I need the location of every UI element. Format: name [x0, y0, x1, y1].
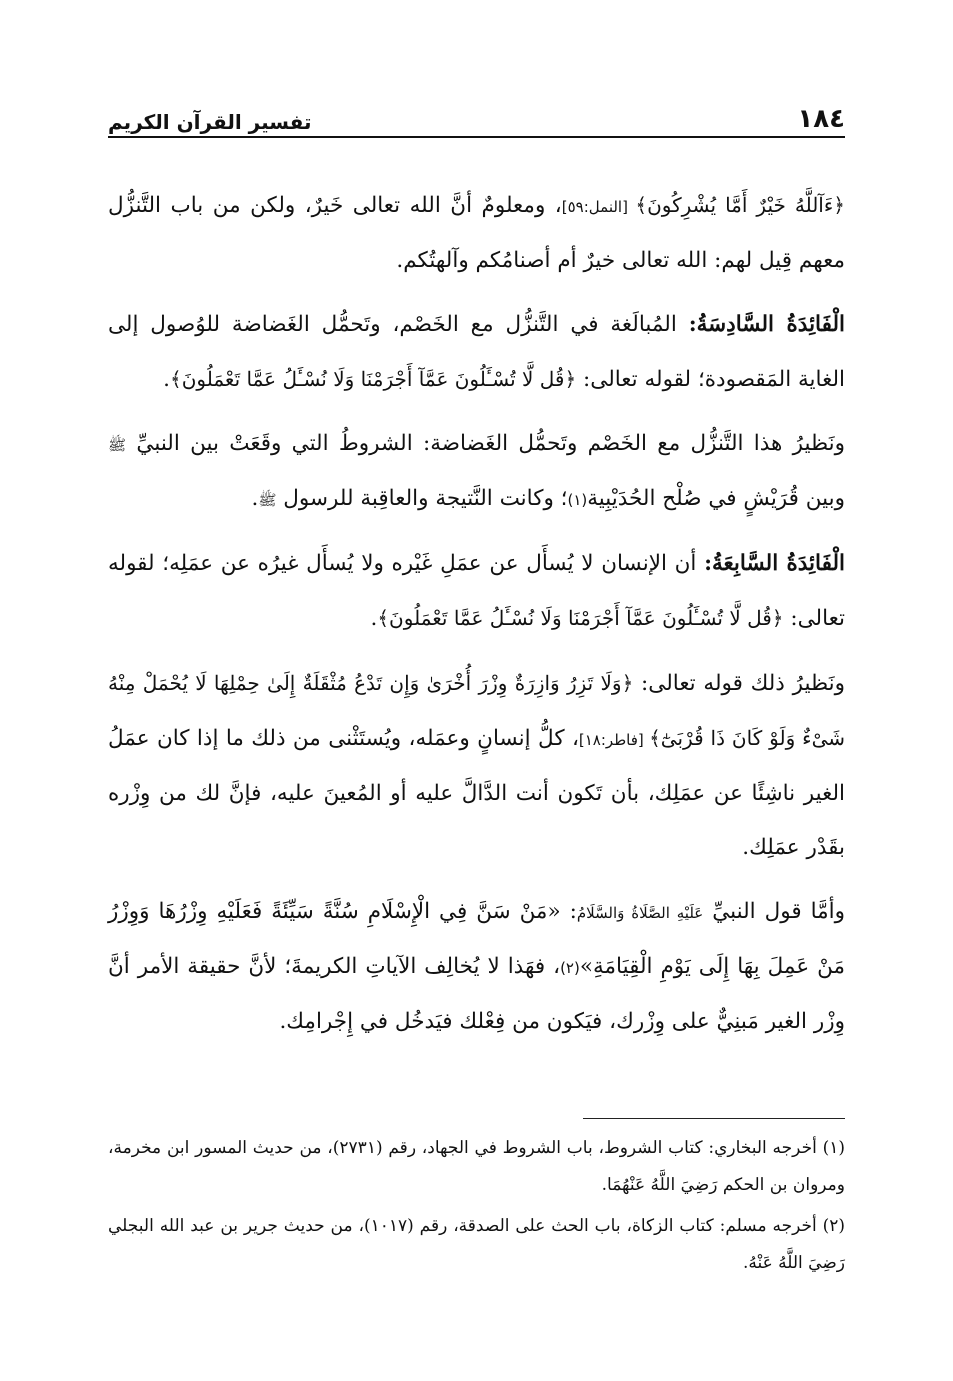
reference: (٢) [560, 959, 580, 977]
footnote: (١) أخرجه البخاري: كتاب الشروط، باب الشروط في الجهاد، رقم (٢٧٣١)، من حديث المسور ابن مخرمة، ومروان بن الحكم رَضِيَ اللَّهُ عَنْهُمَا. [108, 1138, 845, 1195]
paragraph-text: وبين قُرَيْشٍ في صُلْح الحُدَيْبِية [587, 486, 845, 511]
paragraph-text: وأمَّا قول النبيِّ [703, 899, 845, 924]
section-heading: الْفَائِدَةُ السَّادِسَةُ: [688, 312, 846, 337]
page-header [108, 98, 845, 138]
quran-verse: ﴿قُل لَّا تُسْـَٔلُونَ عَمَّآ أَجْرَمْنَا وَلَا نُسْـَٔلُ عَمَّا تَعْمَلُونَ﴾ [377, 606, 784, 630]
paragraph-text: ، فهَذا لا يُخالِف الآياتِ الكريمةَ؛ لأنَّ حقيقة الأمر أنَّ وِزْر الغير مَبنِيٌّ على وِزْرك، فيَكون من فِعْلك فيَدخُل في إِجْرامِك. [108, 954, 845, 1034]
section-heading: الْفَائِدَةُ السَّابِعَةُ: [704, 551, 845, 576]
honorific: عَلَيْهِ الصَّلَاةُ وَالسَّلَامُ [576, 904, 704, 922]
paragraph [108, 885, 845, 1049]
book-title: تفسير القرآن الكريم [108, 110, 312, 134]
footnotes [108, 1130, 845, 1286]
paragraph [108, 178, 845, 288]
paragraph-text: ؛ وكانت النَّتيجة والعاقِبة للرسول [276, 486, 568, 511]
paragraph-text: ، ومعلومٌ أنَّ الله تعالى خَيرٌ، ولكن من باب التَّنزُّل معهم قِيل لهم: الله تعالى خيرٌ أم أصنامُكم وآلهتُكم. [108, 193, 845, 273]
paragraph [108, 537, 845, 646]
reference: [النمل:٥٩] [561, 198, 636, 216]
paragraph-text: . [163, 367, 170, 392]
reference: [فاطر:١٨] [578, 731, 650, 749]
paragraph-text: ، كلُّ إنسانٍ وعمَله، ويُستَثْنى من ذلك ما إذا كان عمَلُ الغير ناشِئًا عن عمَلِك، بأن تَكون أنت الدَّالَّ عليه أو المُعينَ عليه، فإنَّ لك من وِزْره بقَدْر عمَلِك. [108, 726, 845, 860]
footnote-separator [583, 1118, 845, 1119]
quran-verse: ﴿ءَآللَّهُ خَيْرٌ أَمَّا يُشْرِكُونَ﴾ [635, 193, 845, 217]
paragraph-text: المُبالَغة في التَّنزُّل مع الخَصْم، وتَحمُّل الغَضاضة للوُصول إلى الغاية المَقصودة؛ لقوله تعالى: [108, 312, 845, 392]
main-text [108, 178, 845, 1059]
paragraph-text: . [251, 486, 259, 511]
honorific: ﷺ [258, 491, 277, 509]
paragraph [108, 298, 845, 407]
page-number: ١٨٤ [797, 104, 845, 134]
paragraph [108, 417, 845, 527]
paragraph-text: . [370, 606, 378, 631]
paragraph-text: : «مَنْ سَنَّ فِي الْإِسْلَامِ سُنَّةً سَيِّئَةً فَعَلَيْهِ وِزْرُهَا وَوِزْرُ مَنْ عَمِلَ بِهَا إِلَى يَوْمِ الْقِيَامَةِ» [108, 899, 846, 979]
quran-verse: ﴿وَلَا تَزِرُ وَازِرَةٌ وِزْرَ أُخْرَىٰ وَإِن تَدْعُ مُثْقَلَةٌ إِلَىٰ حِمْلِهَا لَا يُحْمَلْ مِنْهُ شَىْءٌ وَلَوْ كَانَ ذَا قُرْبَىٰٓ﴾ [108, 671, 845, 750]
footnote: (٢) أخرجه مسلم: كتاب الزكاة، باب الحث على الصدقة، رقم (١٠١٧)، من حديث جرير بن عبد الله البجلي رَضِيَ اللَّهُ عَنْهُ. [108, 1216, 845, 1273]
paragraph-text: ونَظيرُ هذا التَّنزُّل مع الخَصْم وتَحمُّل الغَضاضة: الشروطُ التي وقَعَتْ بين النبيِّ [126, 431, 845, 456]
honorific: ﷺ [108, 436, 127, 454]
paragraph-text: أن الإنسان لا يُسأَل عن عمَلِ غَيْره ولا يُسأَل غيرُه عن عمَلِه؛ لقوله تعالى: [108, 551, 845, 631]
paragraph-text: ونَظيرُ ذلك قوله تعالى: [633, 671, 845, 696]
quran-verse: ﴿قُل لَّا تُسْـَٔلُونَ عَمَّآ أَجْرَمْنَا وَلَا نُسْـَٔلُ عَمَّا تَعْمَلُونَ﴾ [170, 367, 577, 391]
paragraph [108, 656, 845, 875]
reference: (١) [567, 491, 588, 509]
